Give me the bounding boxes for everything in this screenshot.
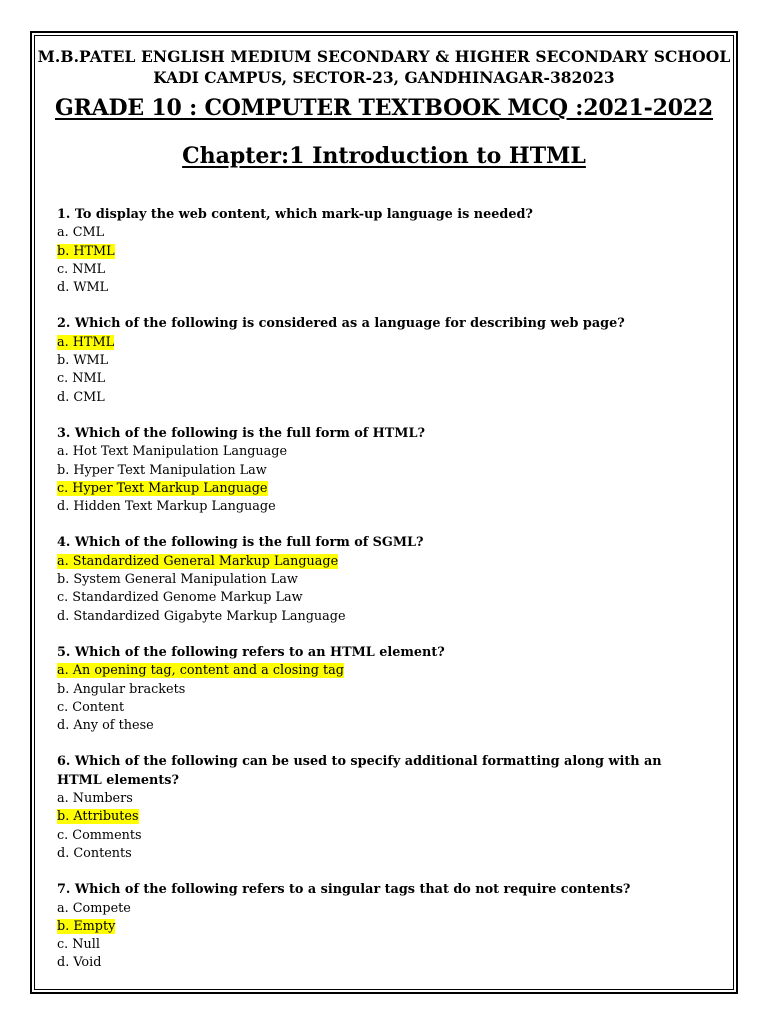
question-text: 5. Which of the following refers to an HTML element? (57, 644, 445, 660)
option-a (57, 662, 707, 680)
option-b (57, 352, 707, 370)
option-d (57, 498, 707, 516)
option-d (57, 389, 707, 407)
option-a (57, 443, 707, 461)
option-label: b. System General Manipulation Law (57, 572, 298, 588)
highlighted-answer: a. HTML (57, 334, 115, 350)
question-list (57, 206, 707, 991)
question-block (57, 206, 707, 297)
option-label: d. Contents (57, 845, 132, 861)
option-label: b. WML (57, 353, 109, 369)
document-title: GRADE 10 : COMPUTER TEXTBOOK MCQ :2021-2022 (54, 95, 714, 121)
option-label: a. Compete (57, 900, 131, 916)
option-a (57, 553, 707, 571)
option-d (57, 717, 707, 735)
chapter-title: Chapter:1 Introduction to HTML (182, 143, 586, 169)
option-label: d. Any of these (57, 718, 154, 734)
option-d (57, 279, 707, 297)
highlighted-answer: b. HTML (57, 243, 115, 259)
option-c (57, 827, 707, 845)
option-b (57, 918, 707, 936)
option-label: d. CML (57, 389, 105, 405)
option-a (57, 790, 707, 808)
document-header (36, 46, 732, 170)
option-b (57, 571, 707, 589)
school-name: M.B.PATEL ENGLISH MEDIUM SECONDARY & HIGHER SECONDARY SCHOOL (37, 47, 731, 66)
option-c (57, 589, 707, 607)
option-label: a. CML (57, 225, 105, 241)
question-block (57, 534, 707, 625)
highlighted-answer: b. Attributes (57, 809, 139, 825)
option-a (57, 224, 707, 242)
question-block (57, 315, 707, 406)
question-block (57, 753, 707, 863)
option-label: c. Standardized Genome Markup Law (57, 590, 303, 606)
highlighted-answer: a. Standardized General Markup Language (57, 553, 339, 569)
option-label: b. Angular brackets (57, 681, 186, 697)
option-label: a. Hot Text Manipulation Language (57, 444, 288, 460)
option-label: b. Hyper Text Manipulation Law (57, 462, 267, 478)
option-a (57, 334, 707, 352)
option-b (57, 462, 707, 480)
option-label: d. WML (57, 280, 109, 296)
option-b (57, 681, 707, 699)
question-text: 2. Which of the following is considered as a language for describing web page? (57, 316, 625, 332)
option-c (57, 480, 707, 498)
option-label: d. Hidden Text Markup Language (57, 499, 276, 515)
option-b (57, 808, 707, 826)
question-block (57, 644, 707, 735)
option-d (57, 608, 707, 626)
highlighted-answer: c. Hyper Text Markup Language (57, 480, 268, 496)
option-label: c. NML (57, 261, 106, 277)
option-label: c. Null (57, 937, 100, 953)
question-text: 6. Which of the following can be used to specify additional formatting along with an HTML elements? (57, 754, 662, 788)
option-label: a. Numbers (57, 791, 133, 807)
option-d (57, 845, 707, 863)
option-label: c. NML (57, 371, 106, 387)
highlighted-answer: b. Empty (57, 918, 116, 934)
option-c (57, 370, 707, 388)
question-text: 3. Which of the following is the full form of HTML? (57, 425, 425, 441)
question-text: 7. Which of the following refers to a singular tags that do not require contents? (57, 882, 631, 898)
option-label: d. Standardized Gigabyte Markup Language (57, 608, 346, 624)
option-b (57, 243, 707, 261)
option-c (57, 261, 707, 279)
option-a (57, 900, 707, 918)
campus-address: KADI CAMPUS, SECTOR-23, GANDHINAGAR-382023 (153, 68, 615, 87)
option-c (57, 936, 707, 954)
highlighted-answer: a. An opening tag, content and a closing tag (57, 663, 344, 679)
option-label: c. Comments (57, 827, 142, 843)
option-label: c. Content (57, 699, 125, 715)
option-d (57, 954, 707, 972)
question-block (57, 881, 707, 972)
question-text: 1. To display the web content, which mark-up language is needed? (57, 207, 533, 222)
question-text: 4. Which of the following is the full form of SGML? (57, 535, 424, 551)
question-block (57, 425, 707, 516)
option-c (57, 699, 707, 717)
option-label: d. Void (57, 955, 102, 971)
